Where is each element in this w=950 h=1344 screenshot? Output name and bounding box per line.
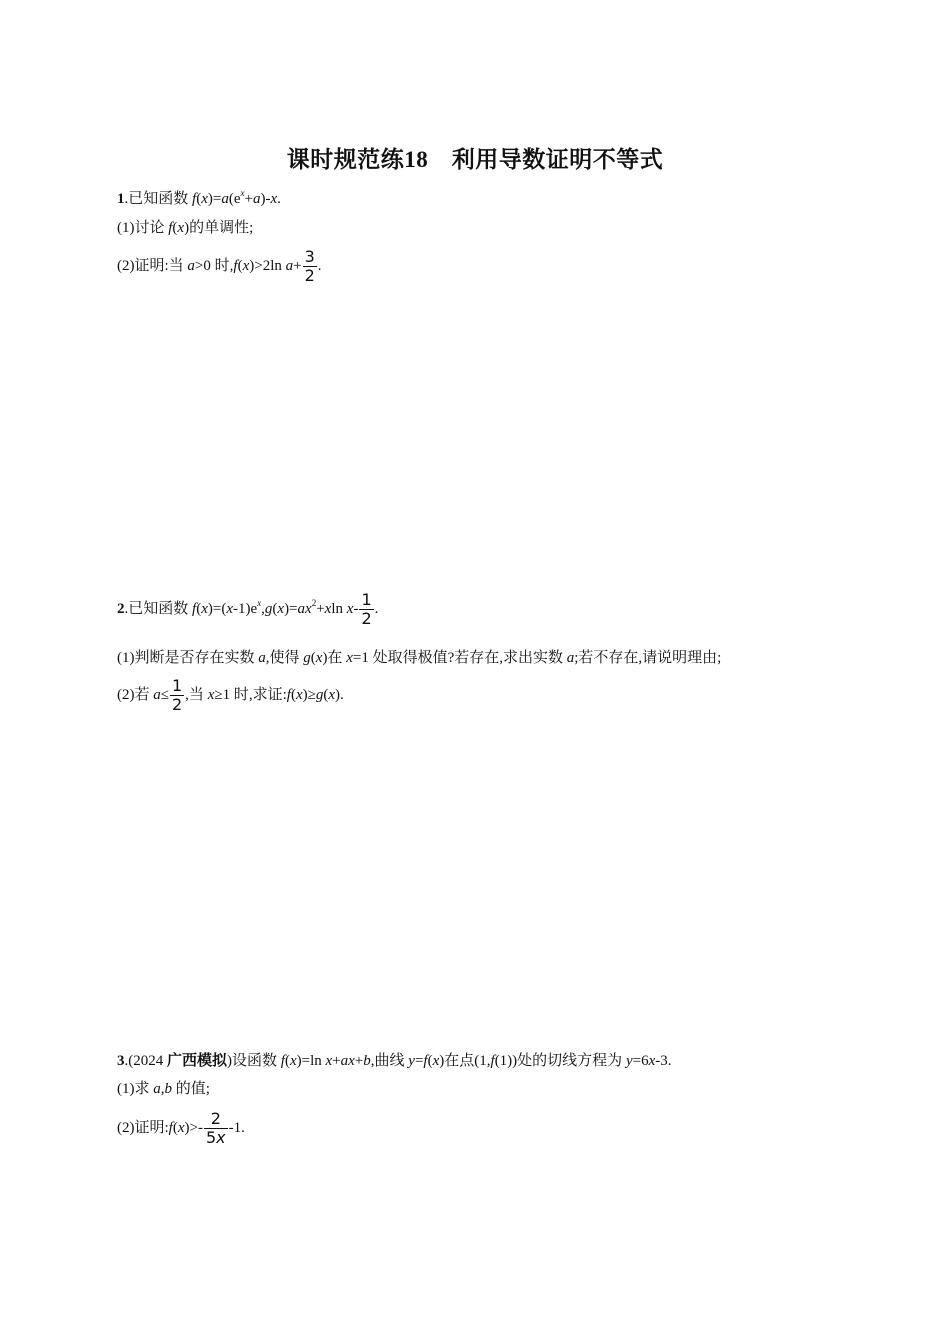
math-sym: )=( <box>207 600 227 617</box>
math-exponent: x <box>257 597 262 608</box>
part-text: (1)求 <box>117 1081 154 1097</box>
math-var: g <box>264 600 273 617</box>
math-var: f <box>423 1053 428 1069</box>
math-var: x <box>325 1053 333 1069</box>
fraction <box>359 591 373 628</box>
math-var: f <box>280 1053 285 1069</box>
math-var: f <box>168 1119 173 1136</box>
math-sym: ( <box>172 1119 178 1136</box>
part-text: ≥1 时,求证: <box>214 686 287 703</box>
stem-text: )在点(1, <box>439 1053 491 1069</box>
math-sym: + <box>332 1053 341 1069</box>
math-sym: ( <box>323 686 329 703</box>
math-var: x <box>270 191 278 207</box>
math-sym: ( <box>272 600 278 617</box>
problem-number: 3 <box>117 1053 125 1069</box>
math-var: b <box>363 1053 371 1069</box>
part-text: (1)讨论 <box>117 220 169 236</box>
problem-2-part-1 <box>117 648 721 668</box>
part-text: ,当 <box>185 686 208 703</box>
part-text: =1 处取得极值?若存在,求出实数 <box>352 650 567 666</box>
math-var: x <box>305 600 312 617</box>
math-sym: ( <box>196 600 202 617</box>
math-sym: + <box>316 600 325 617</box>
problem-number: 2 <box>117 600 125 617</box>
math-var: a <box>340 1053 349 1069</box>
stem-text: ,曲线 <box>370 1053 409 1069</box>
part-text: 的值; <box>172 1081 210 1097</box>
part-text: (2)证明: <box>117 1119 169 1136</box>
math-var: y <box>408 1053 415 1069</box>
math-sym: ( <box>237 257 243 274</box>
math-exponent: x <box>240 188 245 198</box>
math-sym: . <box>317 257 322 274</box>
fraction-numerator: 3 <box>304 247 315 266</box>
math-var: x <box>177 220 185 236</box>
problem-1-stem <box>117 189 281 209</box>
math-var: a <box>252 191 261 207</box>
math-sym: - <box>353 600 359 617</box>
title-spacer <box>428 147 452 173</box>
math-var: y <box>625 1053 633 1069</box>
source-label: 广西模拟 <box>167 1051 228 1069</box>
part-text: ,使得 <box>265 650 304 666</box>
math-var: x <box>207 686 215 703</box>
fraction <box>204 1110 228 1147</box>
stem-text: )设函数 <box>227 1053 281 1069</box>
math-var: f <box>192 600 197 617</box>
math-var: x <box>242 257 250 274</box>
title-number: 18 <box>404 147 429 172</box>
problem-3-part-1 <box>117 1079 210 1099</box>
fraction-numerator: 1 <box>361 590 372 609</box>
fraction-denominator: 2 <box>361 609 372 628</box>
math-sym: , <box>261 600 265 617</box>
denominator-coefficient: 5 <box>205 1128 217 1147</box>
math-var: x <box>648 1053 656 1069</box>
math-sym: ln <box>331 600 347 617</box>
math-sym: -1. <box>228 1119 245 1136</box>
title-topic: 利用导数证明不等式 <box>451 147 664 173</box>
math-sym: + <box>293 257 302 274</box>
stem-text: .已知函数 <box>124 600 193 617</box>
math-var: x <box>328 686 336 703</box>
math-sym: ( <box>196 191 202 207</box>
math-sym: , <box>160 1081 165 1097</box>
math-sym: . <box>277 191 281 207</box>
part-text: )的单调性; <box>184 220 254 236</box>
math-var: x <box>201 191 208 207</box>
math-var: f <box>168 220 173 236</box>
math-var: x <box>346 600 354 617</box>
part-text: ;若不存在,请说明理由; <box>574 650 722 666</box>
math-sym: )>- <box>184 1119 203 1136</box>
math-sym: ( <box>172 220 178 236</box>
math-var: f <box>490 1053 495 1069</box>
math-sym: + <box>354 1053 364 1069</box>
problem-1-part-1 <box>117 218 253 238</box>
math-sym: )= <box>284 600 298 617</box>
math-var: a <box>153 1081 161 1097</box>
math-var: f <box>233 257 238 274</box>
math-var: a <box>258 650 266 666</box>
problem-1-part-2 <box>117 248 322 285</box>
math-var: f <box>286 686 291 703</box>
math-var: a <box>285 257 294 274</box>
math-var: x <box>315 650 323 666</box>
stem-text: (1))处的切线方程为 <box>494 1053 626 1069</box>
math-sym: )>2ln <box>249 257 286 274</box>
math-sym: =6 <box>632 1053 649 1069</box>
math-sym: -3. <box>655 1053 672 1069</box>
math-sym: (e <box>228 191 241 207</box>
fraction-numerator: 1 <box>171 676 183 695</box>
source-text: .(2024 <box>124 1053 167 1069</box>
fraction <box>303 248 317 285</box>
part-text: (2)证明:当 <box>117 257 188 274</box>
math-sym: ( <box>284 1053 290 1069</box>
problem-number: 1 <box>117 191 125 207</box>
math-var: a <box>153 686 161 703</box>
math-var: f <box>192 191 197 207</box>
math-var: x <box>348 1053 355 1069</box>
math-var: x <box>324 600 332 617</box>
math-sym: ). <box>335 686 344 703</box>
math-var: x <box>277 600 285 617</box>
math-var: x <box>289 1053 297 1069</box>
math-sym: )≥ <box>302 686 316 703</box>
math-var: a <box>187 257 195 274</box>
math-var: x <box>216 1128 226 1147</box>
math-sym: ( <box>310 650 316 666</box>
math-sym: -1)e <box>232 600 258 617</box>
fraction-denominator <box>204 1128 228 1147</box>
math-sym: ( <box>290 686 296 703</box>
math-var: a <box>566 650 575 666</box>
part-text: (1)判断是否存在实数 <box>117 650 259 666</box>
math-var: x <box>226 600 233 617</box>
stem-text: .已知函数 <box>124 191 193 207</box>
fraction-numerator: 2 <box>210 1109 221 1128</box>
fraction-denominator: 2 <box>304 266 315 285</box>
math-var: x <box>201 600 208 617</box>
math-sym: . <box>374 600 379 617</box>
math-var: x <box>295 686 303 703</box>
part-text: (2)若 <box>117 686 154 703</box>
math-var: g <box>303 650 311 666</box>
math-var: a <box>221 191 229 207</box>
math-sym: ( <box>427 1053 433 1069</box>
problem-2-stem <box>117 591 378 628</box>
math-var: x <box>177 1119 185 1136</box>
math-sym: = <box>414 1053 424 1069</box>
part-text: )在 <box>322 650 347 666</box>
problem-3-stem <box>117 1050 672 1071</box>
math-sym: + <box>244 191 253 207</box>
title-prefix: 课时规范练 <box>286 147 405 173</box>
math-sym: )=ln <box>296 1053 326 1069</box>
math-var: b <box>164 1081 172 1097</box>
part-text: >0 时, <box>194 257 234 274</box>
problem-3-part-2 <box>117 1110 245 1147</box>
fraction <box>170 677 184 714</box>
math-sym: )= <box>207 191 222 207</box>
page-title <box>0 141 950 174</box>
math-var: a <box>297 600 306 617</box>
fraction-denominator: 2 <box>171 695 183 714</box>
math-var: g <box>315 686 324 703</box>
math-exponent: 2 <box>311 597 317 608</box>
math-var: x <box>346 650 353 666</box>
math-sym: ≤ <box>160 686 169 703</box>
math-var: x <box>432 1053 440 1069</box>
math-sym: )- <box>260 191 271 207</box>
problem-2-part-2 <box>117 677 344 714</box>
